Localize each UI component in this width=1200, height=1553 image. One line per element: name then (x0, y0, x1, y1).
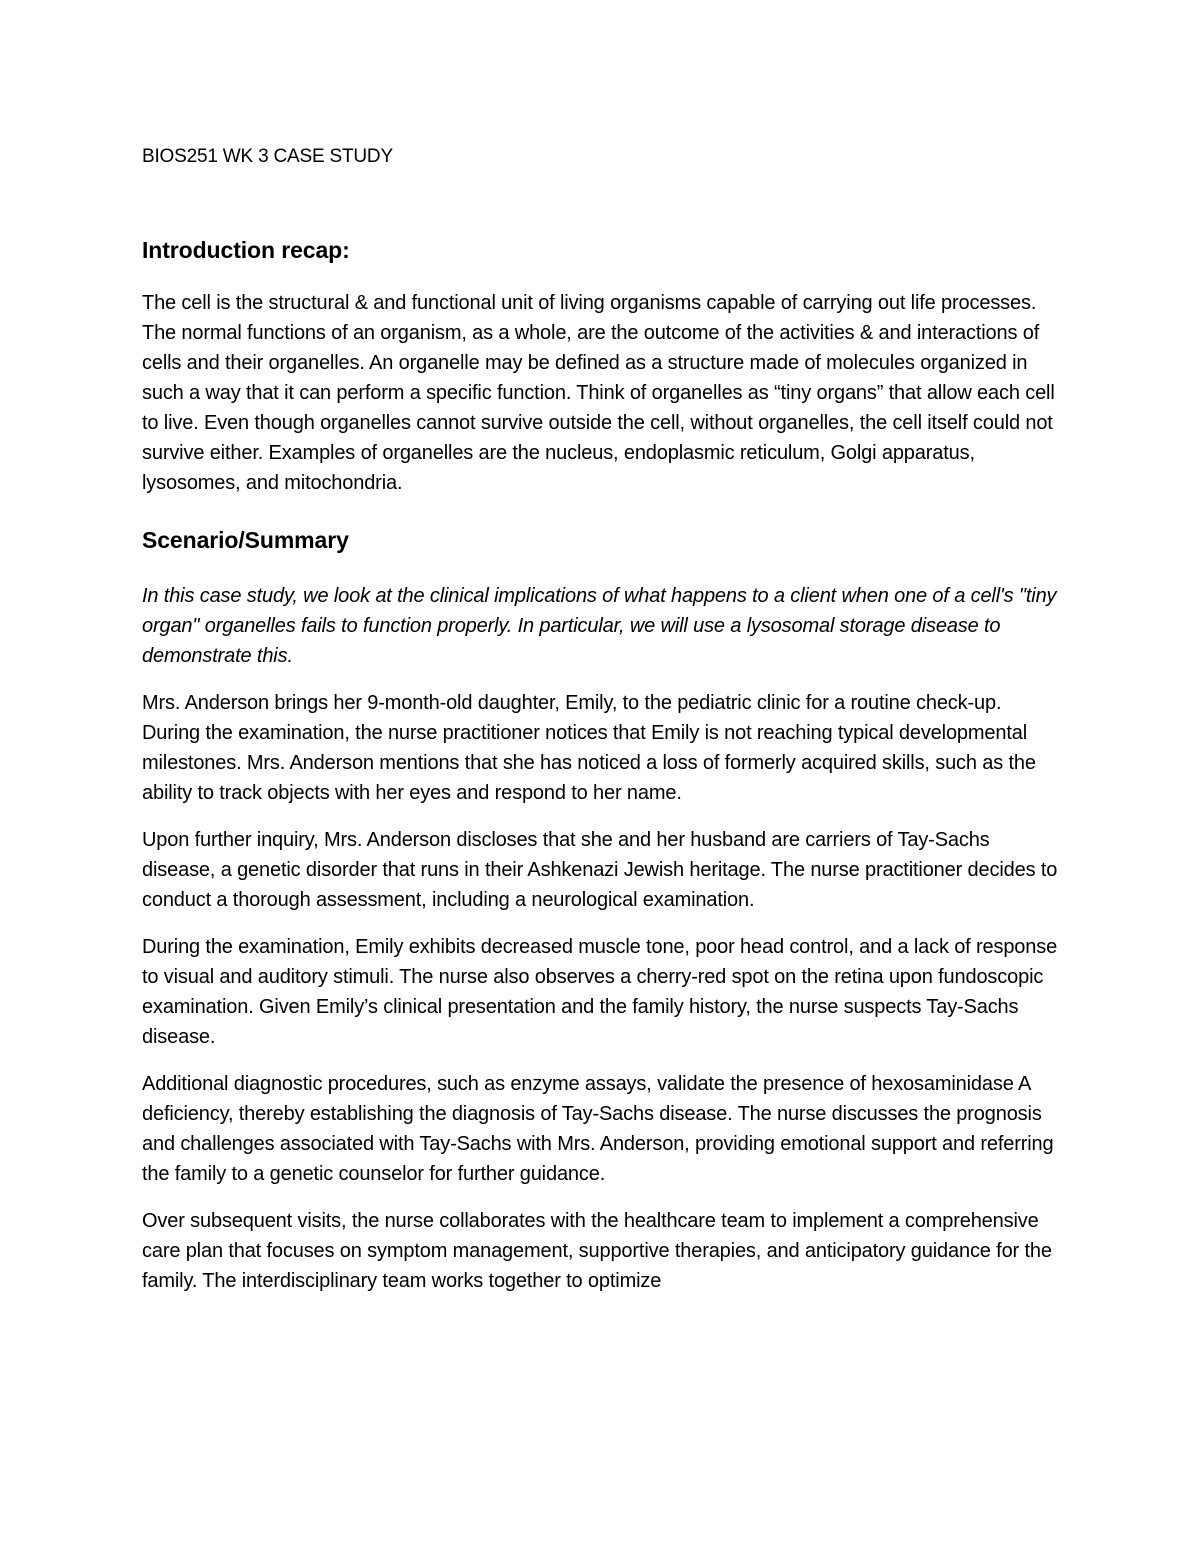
case-paragraph-2: Upon further inquiry, Mrs. Anderson discloses that she and her husband are carriers of Tay-Sachs disease, a genetic disorder that runs in their Ashkenazi Jewish heritage. The nurse practitioner decides to conduct a thorough assessment, including a neurological examination. (142, 829, 1058, 911)
case-paragraph-3: During the examination, Emily exhibits decreased muscle tone, poor head control, and a lack of response to visual and auditory stimuli. The nurse also observes a cherry-red spot on the retina upon fundoscopic examination. Given Emily’s clinical presentation and the family history, the nurse suspects Tay-Sachs disease. (142, 936, 1058, 1048)
introduction-heading: Introduction recap: (142, 237, 350, 263)
case-paragraph-1: Mrs. Anderson brings her 9-month-old daughter, Emily, to the pediatric clinic for a routine check-up. During the examination, the nurse practitioner notices that Emily is not reaching typical developmental milestones. Mrs. Anderson mentions that she has noticed a loss of formerly acquired skills, such as the ability to track objects with her eyes and respond to her name. (142, 692, 1036, 804)
scenario-heading: Scenario/Summary (142, 527, 349, 553)
introduction-paragraph: The cell is the structural & and functional unit of living organisms capable of carrying out life processes. The normal functions of an organism, as a whole, are the outcome of the activities & and interactions of cells and their organelles. An organelle may be defined as a structure made of molecules organized in such a way that it can perform a specific function. Think of organelles as “tiny organs” that allow each cell to live. Even though organelles cannot survive outside the cell, without organelles, the cell itself could not survive either. Examples of organelles are the nucleus, endoplasmic reticulum, Golgi apparatus, lysosomes, and mitochondria. (142, 292, 1055, 494)
document-body (142, 143, 1062, 1296)
case-paragraph-4: Additional diagnostic procedures, such as enzyme assays, validate the presence of hexosaminidase A deficiency, thereby establishing the diagnosis of Tay-Sachs disease. The nurse discusses the prognosis and challenges associated with Tay-Sachs with Mrs. Anderson, providing emotional support and referring the family to a genetic counselor for further guidance. (142, 1073, 1054, 1185)
scenario-summary-paragraph: In this case study, we look at the clinical implications of what happens to a client when one of a cell's "tiny organ" organelles fails to function properly. In particular, we will use a lysosomal storage disease to demonstrate this. (142, 585, 1057, 667)
document-title: BIOS251 WK 3 CASE STUDY (142, 146, 393, 167)
case-paragraph-5: Over subsequent visits, the nurse collaborates with the healthcare team to implement a comprehensive care plan that focuses on symptom management, supportive therapies, and anticipatory guidance for the family. The interdisciplinary team works together to optimize (142, 1210, 1052, 1292)
